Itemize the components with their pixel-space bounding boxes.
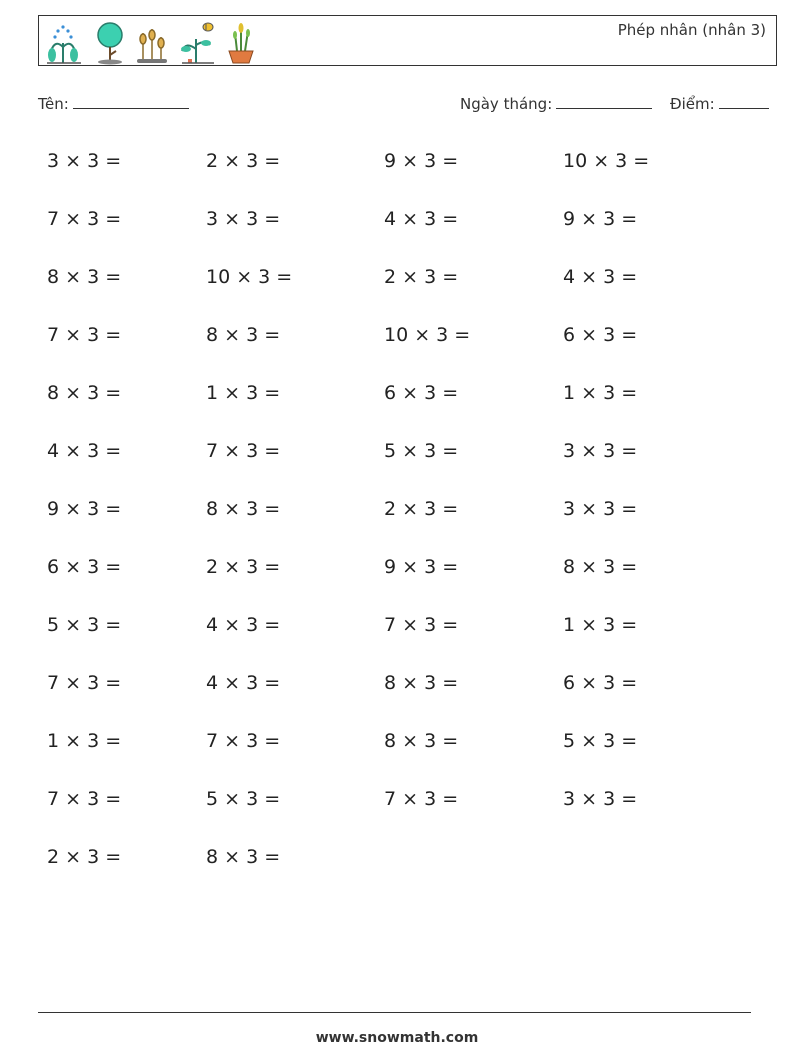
- problem-item: 7 × 3 =: [384, 614, 459, 636]
- problem-item: 4 × 3 =: [206, 672, 281, 694]
- problem-item: 6 × 3 =: [47, 556, 122, 578]
- name-label: Tên:: [38, 95, 69, 113]
- problem-item: 10 × 3 =: [563, 150, 650, 172]
- problem-item: 5 × 3 =: [47, 614, 122, 636]
- problem-item: 7 × 3 =: [384, 788, 459, 810]
- problem-item: 1 × 3 =: [206, 382, 281, 404]
- problem-item: 1 × 3 =: [563, 382, 638, 404]
- problem-item: 5 × 3 =: [563, 730, 638, 752]
- problem-item: 2 × 3 =: [206, 556, 281, 578]
- problem-item: 4 × 3 =: [47, 440, 122, 462]
- problem-item: 9 × 3 =: [47, 498, 122, 520]
- problem-item: 8 × 3 =: [206, 324, 281, 346]
- problem-item: 5 × 3 =: [206, 788, 281, 810]
- problem-item: 7 × 3 =: [47, 672, 122, 694]
- problem-item: 3 × 3 =: [563, 440, 638, 462]
- problem-item: 8 × 3 =: [384, 672, 459, 694]
- problem-item: 7 × 3 =: [47, 788, 122, 810]
- problem-item: 9 × 3 =: [563, 208, 638, 230]
- problem-item: 9 × 3 =: [384, 556, 459, 578]
- problem-item: 7 × 3 =: [47, 324, 122, 346]
- worksheet-title: Phép nhân (nhân 3): [617, 21, 766, 39]
- problem-item: 3 × 3 =: [47, 150, 122, 172]
- problem-item: 10 × 3 =: [206, 266, 293, 288]
- problem-item: 6 × 3 =: [563, 672, 638, 694]
- footer-divider: [38, 1012, 751, 1013]
- problem-item: 7 × 3 =: [206, 730, 281, 752]
- problem-item: 2 × 3 =: [206, 150, 281, 172]
- score-label: Điểm:: [670, 95, 715, 113]
- problem-item: 4 × 3 =: [206, 614, 281, 636]
- problem-item: 3 × 3 =: [206, 208, 281, 230]
- problem-item: 2 × 3 =: [47, 846, 122, 868]
- problem-item: 7 × 3 =: [47, 208, 122, 230]
- problem-item: 6 × 3 =: [563, 324, 638, 346]
- problem-item: 3 × 3 =: [563, 788, 638, 810]
- problem-item: 10 × 3 =: [384, 324, 471, 346]
- problem-item: 8 × 3 =: [384, 730, 459, 752]
- problem-item: 4 × 3 =: [384, 208, 459, 230]
- problem-item: 2 × 3 =: [384, 266, 459, 288]
- problem-item: 3 × 3 =: [563, 498, 638, 520]
- problem-item: 1 × 3 =: [47, 730, 122, 752]
- problem-item: 8 × 3 =: [47, 266, 122, 288]
- footer-site: www.snowmath.com: [315, 1030, 479, 1046]
- problem-item: 4 × 3 =: [563, 266, 638, 288]
- problem-item: 8 × 3 =: [206, 498, 281, 520]
- problem-item: 9 × 3 =: [384, 150, 459, 172]
- problem-item: 8 × 3 =: [563, 556, 638, 578]
- problem-item: 5 × 3 =: [384, 440, 459, 462]
- problem-item: 6 × 3 =: [384, 382, 459, 404]
- problem-item: 7 × 3 =: [206, 440, 281, 462]
- problem-item: 8 × 3 =: [206, 846, 281, 868]
- date-label: Ngày tháng:: [460, 95, 553, 113]
- problem-item: 1 × 3 =: [563, 614, 638, 636]
- problem-item: 2 × 3 =: [384, 498, 459, 520]
- problem-item: 8 × 3 =: [47, 382, 122, 404]
